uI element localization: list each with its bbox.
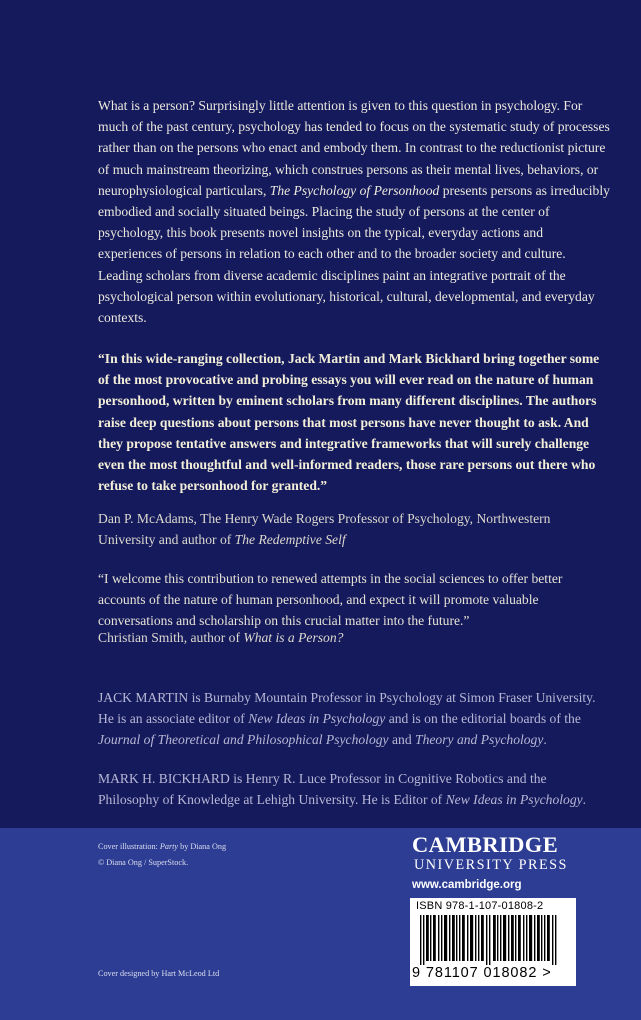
isbn-barcode	[410, 898, 576, 986]
attribution-1-text: Dan P. McAdams, The Henry Wade Rogers Professor of Psychology, Northwestern University and author of	[98, 511, 551, 548]
bio-1-text-a: JACK MARTIN is Burnaby Mountain Professor in Psychology at Simon Fraser University. He is an associate editor of	[98, 690, 596, 727]
cover-designer-credit: Cover designed by Hart McLeod Ltd	[98, 969, 220, 978]
publisher-logo	[412, 833, 582, 892]
endorsement-quote-2	[98, 568, 610, 632]
bio-1-text-b: and is on the editorial boards of the	[385, 711, 581, 727]
barcode-bars	[416, 915, 568, 965]
description-text-a: What is a person? Surprisingly little attention is given to this question in psychology. For much of the past century, psychology has tended to focus on the systematic study of processes rather than on the persons who enact and embody them. In contrast to the reductionist picture of much mainstream theorizing, which construes persons as their mental lives, behaviors, or neurophysiological particulars,	[98, 98, 610, 198]
endorsement-attribution-2	[98, 627, 610, 648]
endorsement-quote-1	[98, 348, 610, 496]
publisher-url: www.cambridge.org	[412, 879, 522, 891]
book-description	[98, 95, 610, 328]
illustration-title: Party	[159, 842, 179, 851]
bio-2-text-a: MARK H. BICKHARD is Henry R. Luce Professor in Cognitive Robotics and the Philosophy of Knowledge at Lehigh University. He is Editor of	[98, 771, 547, 808]
endorsement-attribution-1	[98, 508, 610, 550]
bio-1-journal-2: Journal of Theoretical and Philosophical Psychology	[98, 732, 389, 748]
publisher-press: UNIVERSITY PRESS	[414, 857, 568, 873]
book-title-italic: The Psychology of Personhood	[269, 182, 440, 198]
copyright-credit: © Diana Ong / SuperStock.	[98, 858, 189, 867]
attribution-2-title: What is a Person?	[243, 630, 344, 645]
illustration-credit-b: by Diana Ong	[178, 842, 227, 851]
barcode-digits: 9 781107 018082 >	[412, 965, 552, 981]
bio-2-text-b: .	[582, 792, 587, 808]
description-text-b: presents persons as irreducibly embodied and socially situated beings. Placing the study of persons at the center of psychology, this book presents novel insights on the typical, everyday actions and experiences of persons in relation to each other and to the broader society and culture. Leading scholars from diverse academic disciplines paint an integrative portrait of the psychological person within evolutionary, historical, cultural, developmental, and everyday contexts.	[98, 182, 610, 326]
bio-1-text-c: and	[388, 732, 416, 748]
author-bio-bickhard	[98, 768, 610, 810]
author-bio-martin	[98, 687, 610, 751]
quote-2-text: “I welcome this contribution to renewed attempts in the social sciences to offer better accounts of the nature of human personhood, and expect it will promote valuable conversations and scholarship on this crucial matter into the future.”	[98, 571, 563, 629]
cover-illustration-credit	[98, 840, 226, 853]
attribution-1-title: The Redemptive Self	[234, 532, 346, 548]
publisher-name: CAMBRIDGE	[412, 832, 559, 857]
bio-1-journal-1: New Ideas in Psychology	[248, 711, 386, 727]
attribution-2-text: Christian Smith, author of	[98, 630, 244, 645]
bio-1-text-d: .	[543, 732, 547, 748]
illustration-credit-a: Cover illustration:	[98, 842, 160, 851]
bio-1-journal-3: Theory and Psychology	[415, 732, 544, 748]
bio-2-journal: New Ideas in Psychology	[445, 792, 583, 808]
quote-1-text: “In this wide-ranging collection, Jack Martin and Mark Bickhard bring together some of the most provocative and probing essays you will ever read on the nature of human personhood, written by eminent scholars from many different disciplines. The authors raise deep questions about persons that most persons have never thought to ask. And they propose tentative answers and integrative frameworks that will surely challenge even the most thoughtful and well-informed readers, those rare persons out there who refuse to take personhood for granted.”	[98, 351, 600, 494]
isbn-label: ISBN 978-1-107-01808-2	[416, 900, 544, 912]
